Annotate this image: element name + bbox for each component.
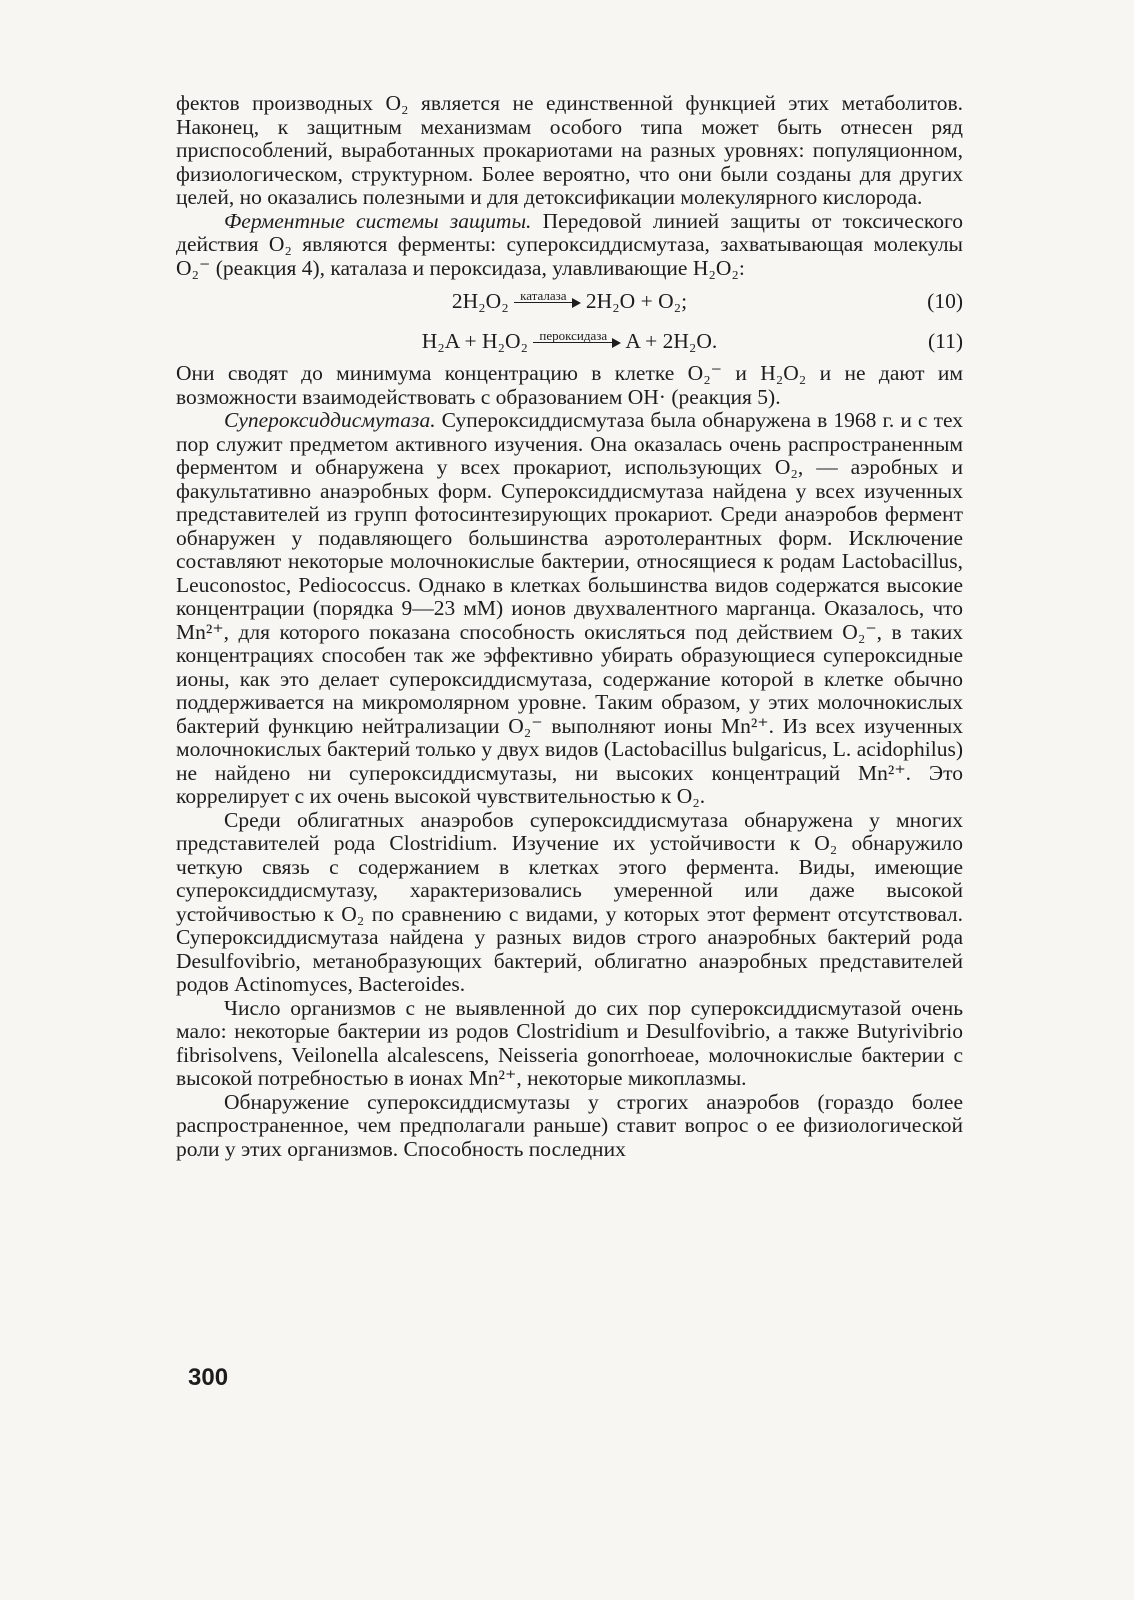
equation-11 bbox=[176, 326, 963, 360]
paragraph-lead-enzyme-systems: Ферментные системы защиты. bbox=[224, 208, 532, 233]
equation-10 bbox=[176, 286, 963, 320]
page-number: 300 bbox=[188, 1364, 229, 1391]
equation-11-formula bbox=[176, 330, 963, 354]
paragraph-enzyme-systems bbox=[176, 210, 963, 281]
paragraph-intro-continuation: фектов производных O₂ является не единственной функцией этих метаболитов. Наконец, к защитным механизмам особого типа может быть отнесен ряд приспособлений, выработанных прокариотами на разных уровнях: популяционном, физиологическом, структурном. Более вероятно, что они были созданы для других целей, но оказались полезными и для детоксификации молекулярного кислорода. bbox=[176, 91, 963, 209]
paragraph-lead-superoxide-dismutase: Супероксиддисмутаза. bbox=[224, 408, 436, 432]
paragraph-body-superoxide-dismutase: Супероксиддисмутаза была обнаружена в 1968 г. и с тех пор служит предметом активного изучения. Она оказалась очень распространенным ферментом и обнаружена у всех прокариот, использующих O₂, — аэробных и факультативно анаэробных форм. Супероксиддисмутаза найдена у всех изученных представителей из групп фотосинтезирующих прокариот. Среди анаэробов фермент обнаружен у подавляющего большинства аэротолерантных форм. Исключение составляют некоторые молочнокислые бактерии, относящиеся к родам Lactobacillus, Leuconostoc, Pediococcus. Однако в клетках большинства видов содержатся высокие концентрации (порядка 9—23 мМ) ионов двухвалентного марганца. Оказалось, что Mn²⁺, для которого показана способность окисляться под действием O₂⁻, в таких концентрациях способен так же эффективно убирать образующиеся супероксидные ионы, как это делает супероксиддисмутаза, содержание которой в клетке обычно поддерживается на микромолярном уровне. Таким образом, у этих молочнокислых бактерий функцию нейтрализации O₂⁻ выполняют ионы Mn²⁺. Из всех изученных молочнокислых бактерий только у двух видов (Lactobacillus bulgaricus, L. acidophilus) не найдено ни супероксиддисмутазы, ни высоких концентраций Mn²⁺. Это коррелирует с их очень высокой чувствительностью к O₂. bbox=[176, 408, 963, 808]
paragraph-obligate-anaerobes: Среди облигатных анаэробов супероксиддисмутаза обнаружена у многих представителей рода Clostridium. Изучение их устойчивости к O₂ обнаружило четкую связь с содержанием в клетках этого фермента. Виды, имеющие супероксиддисмутазу, характеризовались умеренной или даже высокой устойчивостью к O₂ по сравнению с видами, у которых этот фермент отсутствовал. Супероксиддисмутаза найдена у разных видов строго анаэробных бактерий рода Desulfovibrio, метанобразующих бактерий, облигатно анаэробных представителей родов Actinomyces, Bacteroides. bbox=[176, 807, 963, 996]
equation-10-formula bbox=[176, 290, 963, 314]
paragraph-physiological-role: Обнаружение супероксиддисмутазы у строгих анаэробов (гораздо более распространенное, чем предполагали раньше) ставит вопрос о ее физиологической роли у этих организмов. Способность последних bbox=[176, 1089, 963, 1161]
equation-11-arrow: пероксидаза bbox=[533, 330, 613, 343]
paragraph-minimize-concentration: Они сводят до минимума концентрацию в клетке O₂⁻ и H₂O₂ и не дают им возможности взаимодействовать с образованием OH· (реакция 5). bbox=[176, 361, 963, 409]
equation-11-left: H₂A + H₂O₂ bbox=[421, 329, 529, 353]
equation-10-right: 2H₂O + O₂; bbox=[585, 289, 688, 313]
paragraph-superoxide-dismutase bbox=[176, 409, 963, 809]
equation-10-number: (10) bbox=[927, 289, 963, 313]
paragraph-organism-count: Число организмов с не выявленной до сих пор супероксиддисмутазой очень мало: некоторые бактерии из родов Clostridium и Desulfovibrio, а также Butyrivibrio fibrisolvens, Veilonella alcalescens, Neisseria gonorrhoeae, молочнокислые бактерии с высокой потребностью в ионах Mn²⁺, некоторые микоплазмы. bbox=[176, 995, 963, 1090]
equation-11-right: A + 2H₂O. bbox=[625, 329, 718, 353]
equation-10-arrow: каталаза bbox=[514, 290, 572, 303]
paragraph-body-enzyme-systems: Передовой линией защиты от токсического действия O₂ являются ферменты: супероксиддисмутаза, захватывающая молекулы O₂⁻ (реакция 4), каталаза и пероксидаза, улавливающие H₂O₂: bbox=[176, 208, 963, 280]
equation-11-number: (11) bbox=[927, 329, 963, 353]
body-text bbox=[176, 92, 963, 1161]
equation-10-left: 2H₂O₂ bbox=[451, 289, 509, 313]
